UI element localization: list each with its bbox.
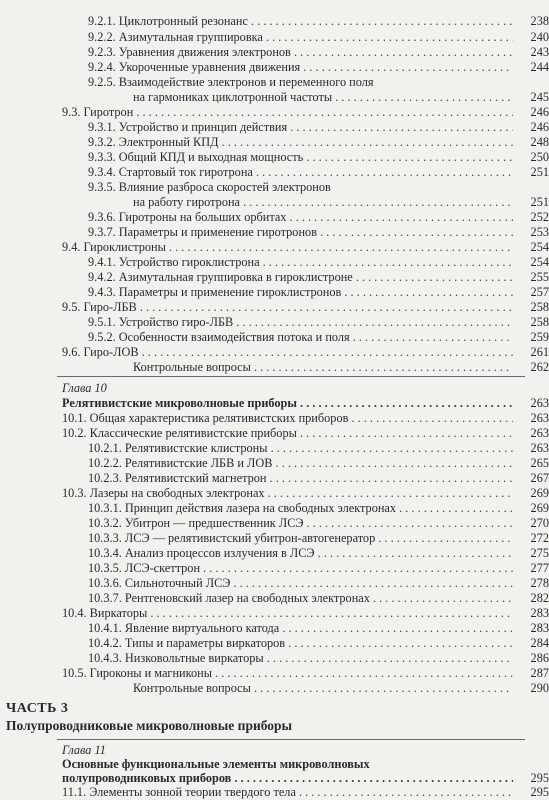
toc-entry xyxy=(0,757,513,771)
section-divider xyxy=(57,376,525,377)
toc-entry-page: 254 xyxy=(530,255,549,269)
toc-entry-number: 9.5.2. xyxy=(88,330,116,344)
section-divider xyxy=(57,739,525,740)
toc-entry-number: 9.4. xyxy=(62,240,81,254)
toc-entry-title: Гиро-ЛБВ . . . xyxy=(84,300,513,314)
toc-entry xyxy=(0,456,549,470)
toc-entry-title-line2: на работу гиротрона . . . xyxy=(133,195,513,209)
toc-entry-number: 9.3.1. xyxy=(88,120,116,134)
toc-entry-title: Особенности взаимодействия потока и поля . . . xyxy=(119,330,513,344)
toc-entry xyxy=(0,360,549,374)
toc-entry xyxy=(0,501,549,515)
toc-entry-title: Электронный КПД . . . xyxy=(119,135,513,149)
toc-entry-number: 9.6. xyxy=(62,345,81,359)
toc-entry-title: Гироклистроны . . . xyxy=(84,240,513,254)
toc-entry-title: Параметры и применение гироклистронов . . . xyxy=(119,285,513,299)
toc-entry-page: 278 xyxy=(530,576,549,590)
chapter-label: Глава 10 xyxy=(62,381,107,395)
toc-entry xyxy=(0,561,549,575)
toc-entry-title: Устройство гироклистрона . . . xyxy=(119,255,513,269)
toc-entry xyxy=(0,486,549,500)
toc-entry-number: 9.2.1. xyxy=(88,14,116,28)
toc-entry-number: 9.2.5. xyxy=(88,75,116,89)
toc-entry-number: 10.3.1. xyxy=(88,501,122,515)
chapter-label: Глава 11 xyxy=(62,743,106,757)
toc-entry xyxy=(0,411,549,425)
toc-entry-title: Анализ процессов излучения в ЛСЭ . . . xyxy=(125,546,513,560)
toc-entry-number: 9.3. xyxy=(62,105,81,119)
toc-entry-page: 270 xyxy=(530,516,549,530)
toc-entry-number: 9.4.2. xyxy=(88,270,116,284)
toc-entry-number: 10.1. xyxy=(62,411,87,425)
toc-entry-number: 9.3.4. xyxy=(88,165,116,179)
toc-entry-title: Контрольные вопросы . . . xyxy=(133,681,513,695)
toc-entry-title: Циклотронный резонанс . . . xyxy=(119,14,513,28)
toc-entry-number: 10.3.6. xyxy=(88,576,122,590)
toc-entry xyxy=(0,30,549,44)
toc-entry xyxy=(0,75,513,89)
toc-entry xyxy=(0,60,549,74)
chapter-title: Релятивистские микроволновые приборы . . . xyxy=(62,396,513,410)
toc-entry xyxy=(0,621,549,635)
toc-entry-page: 286 xyxy=(530,651,549,665)
toc-entry-continuation xyxy=(0,90,549,104)
toc-entry-number: 10.2. xyxy=(62,426,87,440)
toc-entry-title: Взаимодействие электронов и переменного поля xyxy=(118,75,374,89)
toc-entry-title: Сильноточный ЛСЭ . . . xyxy=(125,576,513,590)
toc-entry xyxy=(0,330,549,344)
toc-entry-page: 250 xyxy=(530,150,549,164)
toc-entry-page: 295 xyxy=(530,785,549,799)
toc-entry xyxy=(0,120,549,134)
toc-entry-title: Параметры и применение гиротронов . . . xyxy=(119,225,513,239)
toc-entry xyxy=(0,150,549,164)
toc-entry-title: ЛСЭ-скеттрон . . . xyxy=(125,561,513,575)
toc-entry-title: Релятивистский магнетрон . . . xyxy=(125,471,513,485)
toc-entry-number: 9.3.2. xyxy=(88,135,116,149)
toc-entry-page: 295 xyxy=(530,771,549,785)
toc-entry-page: 258 xyxy=(530,300,549,314)
toc-entry-title: Низковольтные виркаторы . . . xyxy=(125,651,513,665)
toc-entry-title: Укороченные уравнения движения . . . xyxy=(119,60,513,74)
toc-entry-title: Классические релятивистские приборы . . . xyxy=(90,426,513,440)
toc-entry-page: 253 xyxy=(530,225,549,239)
toc-entry-number: 10.3.3. xyxy=(88,531,122,545)
toc-entry-page: 244 xyxy=(530,60,549,74)
toc-entry-number: 9.3.5. xyxy=(88,180,116,194)
toc-entry-number: 10.3. xyxy=(62,486,87,500)
toc-entry xyxy=(0,606,549,620)
toc-entry-page: 290 xyxy=(530,681,549,695)
toc-entry-number: 10.2.1. xyxy=(88,441,122,455)
toc-entry-title: Виркаторы . . . xyxy=(90,606,513,620)
toc-entry xyxy=(0,300,549,314)
toc-entry-title: Гиротроны на больших орбитах . . . xyxy=(119,210,513,224)
toc-entry xyxy=(0,105,549,119)
toc-entry-title: Типы и параметры виркаторов . . . xyxy=(125,636,513,650)
toc-entry-title: Релятивистские ЛБВ и ЛОВ . . . xyxy=(125,456,513,470)
toc-entry xyxy=(0,345,549,359)
toc-entry-page: 246 xyxy=(530,120,549,134)
toc-entry-title: Убитрон — предшественник ЛСЭ . . . xyxy=(125,516,513,530)
toc-entry-title: Общая характеристика релятивистских приборов . . . xyxy=(90,411,513,425)
toc-entry-title: Уравнения движения электронов . . . xyxy=(119,45,513,59)
toc-entry-page: 283 xyxy=(530,606,549,620)
toc-entry-page: 263 xyxy=(530,441,549,455)
toc-entry-page: 258 xyxy=(530,315,549,329)
chapter-title-line2: полупроводниковых приборов . . . xyxy=(62,771,513,785)
toc-entry-title: Релятивистские клистроны . . . xyxy=(125,441,513,455)
toc-entry-page: 257 xyxy=(530,285,549,299)
toc-entry-page: 261 xyxy=(530,345,549,359)
toc-entry xyxy=(0,636,549,650)
toc-entry xyxy=(0,651,549,665)
toc-entry-title: Устройство гиро-ЛБВ . . . xyxy=(119,315,513,329)
toc-entry-number: 9.2.4. xyxy=(88,60,116,74)
toc-entry-page: 255 xyxy=(530,270,549,284)
toc-entry xyxy=(0,396,549,410)
toc-entry xyxy=(0,426,549,440)
toc-entry-number: 9.3.6. xyxy=(88,210,116,224)
toc-entry xyxy=(0,516,549,530)
toc-entry-page: 251 xyxy=(530,165,549,179)
toc-entry-title: ЛСЭ — релятивистский убитрон-автогенератор . . . xyxy=(125,531,513,545)
toc-entry-page: 243 xyxy=(530,45,549,59)
toc-entry-number: 10.5. xyxy=(62,666,87,680)
toc-entry-number: 10.4.1. xyxy=(88,621,122,635)
toc-entry-title-line2: на гармониках циклотронной частоты . . . xyxy=(133,90,513,104)
toc-entry-page: 259 xyxy=(530,330,549,344)
toc-entry-number: 10.3.2. xyxy=(88,516,122,530)
toc-entry-number: 10.2.3. xyxy=(88,471,122,485)
toc-entry xyxy=(0,315,549,329)
toc-entry-page: 262 xyxy=(530,360,549,374)
chapter-title: Основные функциональные элементы микроволновых xyxy=(62,757,370,771)
toc-entry xyxy=(0,531,549,545)
toc-entry-page: 275 xyxy=(530,546,549,560)
toc-entry-page: 246 xyxy=(530,105,549,119)
toc-entry-page: 263 xyxy=(530,396,549,410)
toc-entry xyxy=(0,666,549,680)
toc-entry-title: Гиротрон . . . xyxy=(84,105,513,119)
toc-entry xyxy=(0,45,549,59)
toc-entry-number: 10.4. xyxy=(62,606,87,620)
toc-entry-page: 248 xyxy=(530,135,549,149)
toc-entry xyxy=(0,681,549,695)
toc-entry-page: 267 xyxy=(530,471,549,485)
toc-entry-title: Общий КПД и выходная мощность . . . xyxy=(119,150,513,164)
part-title: Полупроводниковые микроволновые приборы xyxy=(6,718,293,733)
toc-entry-page: 240 xyxy=(530,30,549,44)
toc-entry-number: 11.1. xyxy=(62,785,87,799)
toc-entry xyxy=(0,471,549,485)
toc-entry-title: Рентгеновский лазер на свободных электронах . . . xyxy=(125,591,513,605)
toc-entry-number: 9.5. xyxy=(62,300,81,314)
toc-entry xyxy=(0,285,549,299)
toc-entry-number: 9.4.3. xyxy=(88,285,116,299)
toc-entry-number: 10.4.3. xyxy=(88,651,122,665)
toc-entry xyxy=(0,546,549,560)
toc-entry xyxy=(0,240,549,254)
toc-entry-page: 252 xyxy=(530,210,549,224)
toc-entry-page: 263 xyxy=(530,426,549,440)
toc-entry xyxy=(0,591,549,605)
toc-entry-number: 10.3.5. xyxy=(88,561,122,575)
toc-entry-number: 9.4.1. xyxy=(88,255,116,269)
toc-entry-title: Гиро-ЛОВ . . . xyxy=(84,345,513,359)
toc-entry-title: Контрольные вопросы . . . xyxy=(133,360,513,374)
toc-entry-page: 254 xyxy=(530,240,549,254)
toc-entry-number: 10.3.4. xyxy=(88,546,122,560)
toc-entry xyxy=(0,785,549,799)
toc-entry-page: 251 xyxy=(530,195,549,209)
toc-entry-number: 9.5.1. xyxy=(88,315,116,329)
toc-entry-title: Принцип действия лазера на свободных электронах . . . xyxy=(125,501,513,515)
toc-entry xyxy=(0,135,549,149)
toc-entry xyxy=(0,441,549,455)
toc-entry xyxy=(0,180,513,194)
toc-entry-page: 287 xyxy=(530,666,549,680)
toc-entry-page: 263 xyxy=(530,411,549,425)
toc-entry-continuation xyxy=(0,771,549,785)
toc-entry-number: 9.2.2. xyxy=(88,30,116,44)
toc-entry-title: Элементы зонной теории твердого тела . . . xyxy=(89,785,513,799)
toc-entry-page: 245 xyxy=(530,90,549,104)
toc-entry-title: Стартовый ток гиротрона . . . xyxy=(119,165,513,179)
toc-entry-page: 272 xyxy=(530,531,549,545)
toc-entry-page: 282 xyxy=(530,591,549,605)
toc-entry xyxy=(0,270,549,284)
toc-entry-title: Азимутальная группировка . . . xyxy=(119,30,513,44)
toc-entry-title: Явление виртуального катода . . . xyxy=(125,621,513,635)
toc-entry-number: 10.2.2. xyxy=(88,456,122,470)
toc-entry xyxy=(0,225,549,239)
toc-entry-number: 9.2.3. xyxy=(88,45,116,59)
toc-entry-page: 277 xyxy=(530,561,549,575)
toc-entry xyxy=(0,165,549,179)
toc-entry xyxy=(0,210,549,224)
toc-entry-page: 238 xyxy=(530,14,549,28)
toc-entry-number: 9.3.7. xyxy=(88,225,116,239)
toc-entry-page: 269 xyxy=(530,501,549,515)
toc-entry xyxy=(0,576,549,590)
toc-entry xyxy=(0,255,549,269)
toc-entry-page: 269 xyxy=(530,486,549,500)
toc-entry-title: Азимутальная группировка в гироклистроне . . . xyxy=(119,270,513,284)
part-label: ЧАСТЬ 3 xyxy=(6,701,69,716)
toc-entry-number: 9.3.3. xyxy=(88,150,116,164)
toc-entry-title: Влияние разброса скоростей электронов xyxy=(118,180,331,194)
toc-entry-title: Гироконы и магниконы . . . xyxy=(90,666,513,680)
toc-entry-page: 283 xyxy=(530,621,549,635)
toc-entry-page: 265 xyxy=(530,456,549,470)
toc-entry-number: 10.4.2. xyxy=(88,636,122,650)
toc-entry xyxy=(0,14,549,28)
toc-entry-number: 10.3.7. xyxy=(88,591,122,605)
toc-entry-title: Лазеры на свободных электронах . . . xyxy=(90,486,513,500)
toc-entry-continuation xyxy=(0,195,549,209)
toc-entry-page: 284 xyxy=(530,636,549,650)
toc-entry-title: Устройство и принцип действия . . . xyxy=(119,120,513,134)
